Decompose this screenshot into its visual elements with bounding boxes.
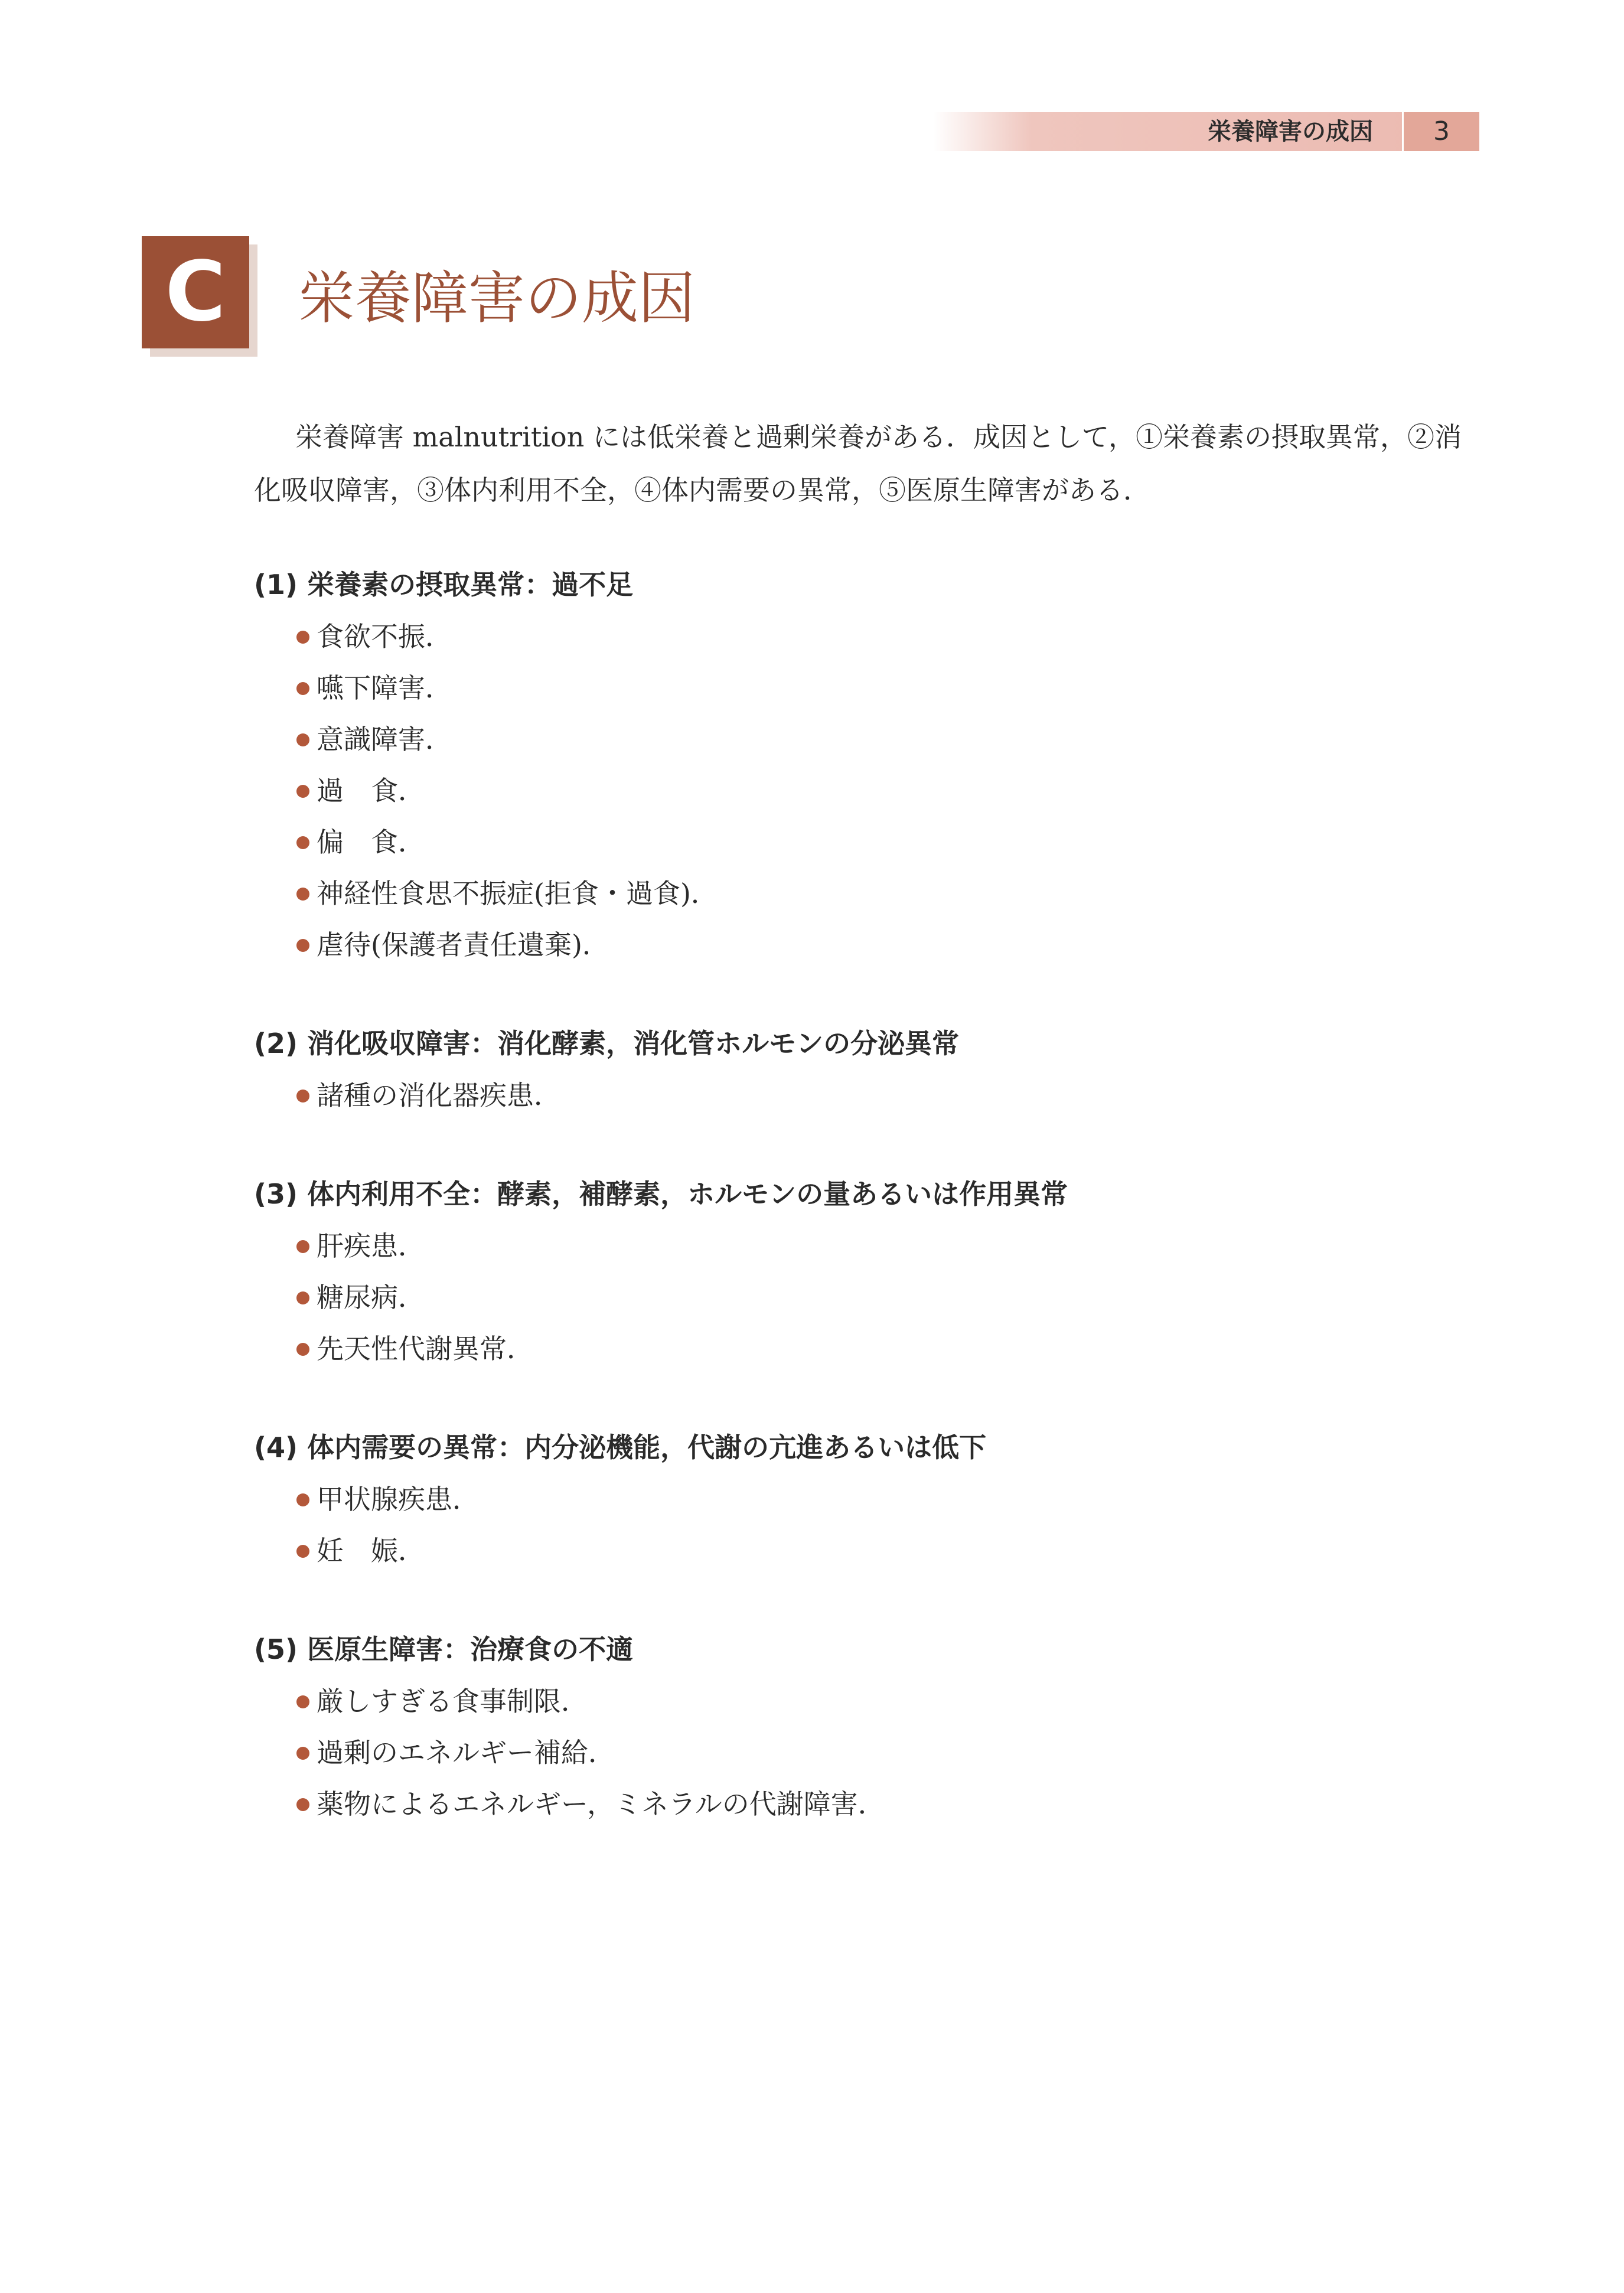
- cause-number: (5): [254, 1633, 298, 1665]
- list-item-text: 薬物によるエネルギー，ミネラルの代謝障害．: [317, 1788, 885, 1820]
- list-item: [296, 611, 1482, 663]
- list-item-text: 諸種の消化器疾患．: [317, 1079, 561, 1111]
- cause-items: [254, 1221, 1482, 1375]
- bullet-icon: [296, 1291, 309, 1304]
- intro-paragraph-block: [254, 410, 1482, 517]
- bullet-icon: [296, 785, 309, 798]
- bullet-icon: [296, 1798, 309, 1811]
- list-item-text: 厳しすぎる食事制限．: [317, 1685, 588, 1717]
- cause-items: [254, 1676, 1482, 1830]
- bullet-icon: [296, 1090, 309, 1103]
- cause-heading: [254, 1167, 1482, 1221]
- bullet-icon: [296, 939, 309, 952]
- intro-paragraph: 栄養障害 malnutrition には低栄養と過剰栄養がある．成因として，①栄養素の摂取異常，②消化吸収障害，③体内利用不全，④体内需要の異常，⑤医原生障害がある．: [254, 421, 1462, 506]
- bullet-icon: [296, 888, 309, 901]
- section-title: 栄養障害の成因: [298, 265, 695, 331]
- list-item: [296, 1727, 1482, 1779]
- cause-number: (3): [254, 1178, 298, 1210]
- bullet-icon: [296, 682, 309, 695]
- section-letter-badge: C: [142, 236, 249, 348]
- list-item: [296, 1323, 1482, 1375]
- cause-heading: [254, 1623, 1482, 1676]
- causes-list: [254, 558, 1482, 1876]
- list-item-text: 糖尿病．: [317, 1281, 425, 1313]
- list-item-text: 妊 娠．: [317, 1535, 425, 1567]
- list-item: [296, 1272, 1482, 1323]
- cause-number: (1): [254, 569, 298, 601]
- cause-number: (2): [254, 1028, 298, 1059]
- list-item-text: 先天性代謝異常．: [317, 1333, 534, 1365]
- list-item: [296, 817, 1482, 868]
- bullet-icon: [296, 1343, 309, 1356]
- list-item: [296, 765, 1482, 817]
- cause-section-2: [254, 1017, 1482, 1121]
- cause-heading: [254, 1017, 1482, 1070]
- list-item-text: 過 食．: [317, 775, 425, 807]
- list-item-text: 食欲不振．: [317, 621, 452, 653]
- list-item: [296, 868, 1482, 919]
- cause-section-1: [254, 558, 1482, 971]
- list-item-text: 嚥下障害．: [317, 672, 452, 704]
- list-item: [296, 1525, 1482, 1577]
- list-item-text: 過剰のエネルギー補給．: [317, 1737, 615, 1769]
- cause-heading: [254, 558, 1482, 611]
- cause-section-5: [254, 1623, 1482, 1830]
- list-item-text: 肝疾患．: [317, 1230, 425, 1262]
- bullet-icon: [296, 1747, 309, 1760]
- cause-heading-text: 医原生障害：治療食の不適: [307, 1633, 634, 1665]
- bullet-icon: [296, 836, 309, 849]
- list-item: [296, 1070, 1482, 1121]
- cause-heading-text: 消化吸収障害：消化酵素，消化管ホルモンの分泌異常: [307, 1028, 960, 1059]
- running-head-title: 栄養障害の成因: [1208, 118, 1373, 145]
- list-item-text: 虐待(保護者責任遺棄)．: [317, 929, 609, 961]
- list-item: [296, 1779, 1482, 1830]
- cause-items: [254, 1474, 1482, 1577]
- bullet-icon: [296, 1695, 309, 1708]
- running-head: [933, 112, 1479, 151]
- list-item: [296, 1221, 1482, 1272]
- list-item-text: 意識障害．: [317, 723, 452, 755]
- list-item: [296, 919, 1482, 971]
- cause-heading-text: 体内需要の異常：内分泌機能，代謝の亢進あるいは低下: [307, 1431, 987, 1463]
- bullet-icon: [296, 733, 309, 746]
- bullet-icon: [296, 1493, 309, 1506]
- list-item: [296, 1676, 1482, 1727]
- cause-items: [254, 1070, 1482, 1121]
- list-item-text: 甲状腺疾患．: [317, 1483, 480, 1515]
- bullet-icon: [296, 1240, 309, 1253]
- bullet-icon: [296, 1545, 309, 1558]
- cause-items: [254, 611, 1482, 971]
- cause-number: (4): [254, 1431, 298, 1463]
- list-item: [296, 663, 1482, 714]
- bullet-icon: [296, 631, 309, 644]
- cause-section-4: [254, 1421, 1482, 1577]
- cause-heading-text: 体内利用不全：酵素，補酵素，ホルモンの量あるいは作用異常: [307, 1178, 1068, 1210]
- list-item: [296, 714, 1482, 765]
- cause-heading: [254, 1421, 1482, 1474]
- page-number: 3: [1402, 112, 1479, 151]
- list-item-text: 偏 食．: [317, 826, 425, 858]
- cause-heading-text: 栄養素の摂取異常：過不足: [307, 569, 634, 601]
- cause-section-3: [254, 1167, 1482, 1375]
- list-item: [296, 1474, 1482, 1525]
- list-item-text: 神経性食思不振症(拒食・過食)．: [317, 878, 718, 909]
